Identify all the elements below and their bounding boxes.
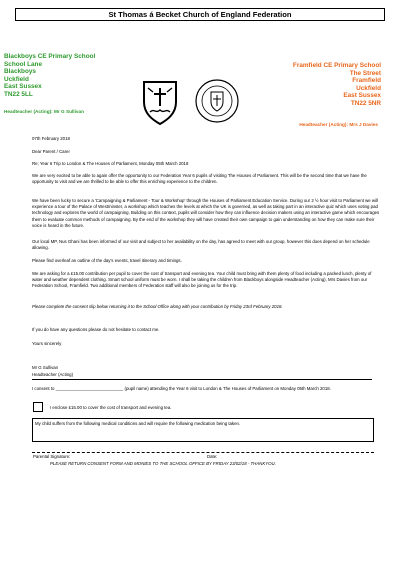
closing: Yours sincerely [32,341,62,346]
left-school-line: TN22 5LL [4,90,33,98]
letter-subject: Re; Year 6 Trip to London & The Houses of Parliament, Monday 05th March 2018 [32,161,189,166]
left-school-line: Blackboys [4,68,36,76]
left-school-line: East Sussex [4,83,42,91]
enclose-checkbox[interactable] [33,402,43,412]
paragraph-consent-request: Please complete the consent slip below returning it to the School Office along with your contribution by Friday 23rd February 2018. [32,304,283,309]
left-school-line: Uckfield [4,75,29,83]
paragraph-overleaf: Please find overleaf an outline of the day's events, travel itinerary and timings. [32,258,182,263]
letter-date: 07th February 2018 [32,136,70,141]
right-school-line: TN22 5NR [350,99,381,107]
paragraph-questions: If you do have any questions please do not hesitate to contact me. [32,327,160,332]
right-school-line: Uckfield [356,84,381,92]
left-school-line: Blackboys CE Primary School [4,53,96,60]
paragraph-workshop: We have been lucky to secure a 'Campaigning & Parliament - Tour & Workshop' through the Houses of Parliament Education Service. During our 2 ½ hour visit to Parliament we will experience a tour of the Palace of Westminster, a workshop which teaches the levels at which the UK is governed, as well as taking part in an interactive quiz which uses voting pad technology and explores the world of campaigning. Building on this context, pupils will consider how they can influence decision makers using an interactive game which encourages them to evaluate common methods of campaigning. By the end of the workshop they will have created their own campaign to gain understanding on how they can make sure their voice is heard in the future. [32,198,380,228]
medical-conditions-label: My child suffers from the following medical conditions and will require the following medication being taken. [35,421,241,426]
paragraph-mp-visit: Our local MP, Nus Ghani has been informed of our visit and subject to her availability on the day, has agreed to meet with our group, however this does depend on her schedule allowing. [32,239,370,251]
left-school-address [4,53,95,99]
consent-statement: I consent to ____________________________ (pupil name) attending the Year 6 visit to London & The Houses of Parliament on Monday 05th March 2018. [32,386,331,391]
school-seal-icon [194,78,240,124]
right-headteacher: Headteacher (Acting): Mrs J Davies [299,122,378,127]
cut-line [32,452,374,453]
right-school-line: The Street [349,69,381,77]
signatory-title: Headteacher (Acting) [32,372,74,377]
medical-conditions-box[interactable] [32,418,374,442]
federation-title: St Thomas á Becket Church of England Federation [15,8,385,21]
tear-off-divider [32,379,372,380]
left-school-line: School Lane [4,60,42,68]
right-school-line: East Sussex [343,92,381,100]
date-label: Date: [207,454,218,459]
parent-signature-label: Parental Signature: [33,454,71,459]
left-headteacher: Headteacher (Acting): Mr G Sullivan [4,109,84,114]
paragraph-intro: We are very excited to be able to again offer the opportunity to our Federation Year 6 pupils of visiting The Houses of Parliament. This will be the second time that we have the opportunity to visit and we are thrilled to be able to offer this enriching experience to the children. [32,173,367,185]
right-school-line: Framfield [352,77,381,85]
signatory-name: Mr G Sullivan [32,365,59,370]
paragraph-contribution: We are asking for a £15.00 contribution per pupil to cover the cost of transport and evening tea. Your child must bring with them plenty of food including a packed lunch, plenty of water and weather dependent clothing. Smart school uniform must be worn. I shall be taking the children from Blackboys alongside Headteacher (Acting), Mrs Davies from our Federation School, Framfield. Two additional members of Federation staff will also be joining us for the trip. [32,271,372,289]
shield-crest-icon [140,78,180,126]
enclose-label: I enclose £15.00 to cover the cost of transport and evening tea. [50,405,172,410]
salutation: Dear Parent / Carer [32,149,70,154]
return-instruction: PLEASE RETURN CONSENT FORM AND MONIES TO THE SCHOOL OFFICE BY FRIDAY 23/02/18 - THANKYOU. [50,461,276,466]
right-school-line: Framfield CE Primary School [292,62,381,69]
right-school-address [293,62,381,108]
